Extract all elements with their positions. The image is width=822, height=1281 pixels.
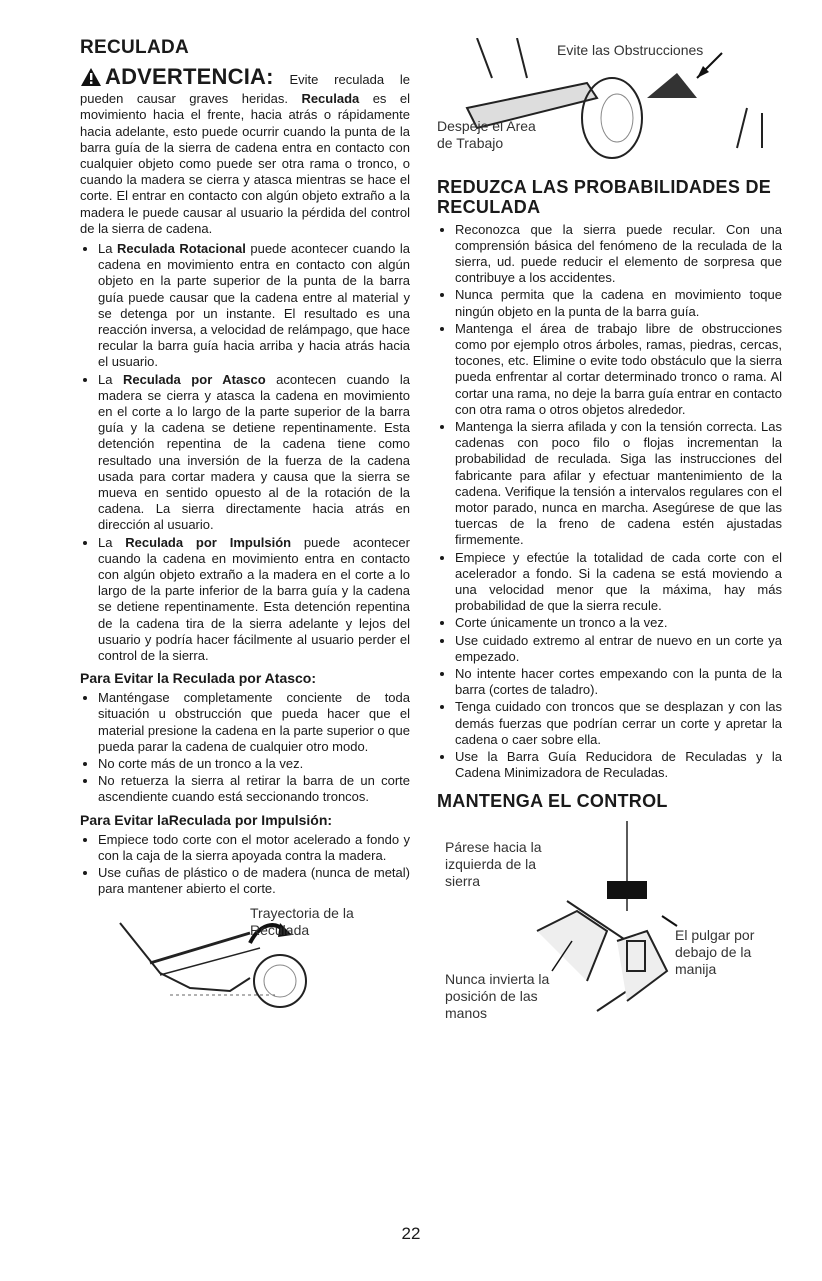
atasco-list [80, 690, 410, 805]
fig-label-pulgar: El pulgar por debajo de la manija [675, 927, 755, 978]
list-item: • Mantenga la sierra afilada y con la tensión correcta. Las cadenas con poco filo o flojas incrementan la probabilidad de reculada. Siga las instrucciones del fabricante para afilar y efectuar mantenimiento de la cadena. Verifique la tensión a intervalos regulares con el motor parado, nunca en marcha. Asegúrese de que las tuercas de la freno de cadena estén ajustadas firmemente. [455, 419, 782, 549]
warning-paragraph [80, 63, 410, 237]
list-item: • Tenga cuidado con troncos que se desplazan y con las demás fuerzas que podrían cerrar un corte y apretar la cadena o caer sobre ella. [455, 699, 782, 748]
heading-evitar-atasco: Para Evitar la Reculada por Atasco: [80, 670, 317, 687]
warning-rest: es el movimiento hacia el frente, hacia atrás o rápidamente hacia adelante, esto puede ocurrir cuando la punta de la barra guía de la sierra de cadena entra en contacto con cualquier objeto como puede ser otra rama o tronco, o cuando la madera se cierra y atasca mientras se hace el corte. El entrar en contacto con algún objeto extraño a la madera le puede causar al usuario la pérdida del control de la sierra de cadena. [80, 91, 410, 236]
warning-bold: Reculada [301, 91, 360, 107]
heading-control: MANTENGA EL CONTROL [437, 790, 668, 811]
section-title-reculada: RECULADA [80, 37, 190, 58]
list-item: • Reconozca que la sierra puede recular. Con una comprensión básica del fenómeno de la reculada de la sierra, ud. puede reducir el elemento de sorpresa que contribuye a los accidentes. [455, 222, 782, 287]
fig-label-despeje: Despeje el Area de Trabajo [437, 118, 536, 151]
right-column [437, 38, 782, 1021]
kickback-types-list [80, 241, 410, 664]
list-item: • No corte más de un tronco a la vez. [98, 756, 410, 772]
kickback-path-figure [80, 903, 410, 1013]
warning-word: ADVERTENCIA: [105, 63, 274, 89]
list-item: • Nunca permita que la cadena en movimiento toque ningún objeto en la punta de la barra guía. [455, 287, 782, 319]
list-item: • Use cuidado extremo al entrar de nuevo en un corte ya empezado. [455, 633, 782, 665]
fig-label-parese: Párese hacia la izquierda de la sierra [445, 839, 542, 890]
list-item: • Empiece todo corte con el motor acelerado a fondo y con la caja de la sierra apoyada contra la madera. [98, 832, 410, 864]
list-item: • Empiece y efectúe la totalidad de cada corte con el acelerador a fondo. Si la cadena se está moviendo a una velocidad menor que la máxima, hay más probabilidad de que la sierra recule. [455, 550, 782, 615]
page-number: 22 [401, 1224, 421, 1243]
list-item: • Corte únicamente un tronco a la vez. [455, 615, 782, 631]
impulsion-list [80, 832, 410, 898]
fig-label-trayectoria: Trayectoria de la Reculada [250, 905, 354, 939]
list-item: • No retuerza la sierra al retirar la barra de un corte ascendiente cuando está seccionando troncos. [98, 773, 410, 805]
heading-reduzca: REDUZCA LAS PROBABILIDADES DE RECULADA [437, 177, 772, 217]
kickback-type-item: • La Reculada por Impulsión puede acontecer cuando la cadena en movimiento entra en contacto con algún objeto extraño a la madera en el corte a lo largo de la parte inferior de la barra guía y la cadena se detiene repentinamente. Esta detención repentina de la cadena tira de la sierra adelante y lejos del usuario y podría hacer fácilmente al usuario perder el control de la sierra. [98, 535, 410, 665]
list-item: • Use la Barra Guía Reducidora de Reculadas y la Cadena Minimizadora de Reculadas. [455, 749, 782, 781]
obstructions-figure [437, 38, 782, 166]
fig-label-obstrucciones: Evite las Obstrucciones [557, 42, 704, 58]
left-column [80, 38, 410, 1013]
list-item: • Use cuñas de plástico o de madera (nunca de metal) para mantener abierto el corte. [98, 865, 410, 897]
kickback-type-item: • La Reculada por Atasco acontecen cuando la madera se cierra y atasca la cadena en movimiento en el corte a lo largo de la parte superior de la barra guía y la cadena se detiene repentinamente. Esta detención repentina de la cadena tiene como resultado una inversión de la fuerza de la cadena usada para cortar madera y causa que la sierra se mueva en sentido opuesto al de la rotación de la cadena. La sierra directamente hacia atrás en dirección al usuario. [98, 372, 410, 534]
list-item: • Mantenga el área de trabajo libre de obstrucciones como por ejemplo otros árboles, ramas, piedras, cercas, tocones, etc. Elimine o evite todo obstáculo que la sierra pueda enfrentar al cortar determinado tronco o rama. Al cortar una rama, no deje la barra guía entrar en contacto con otra rama o otros objetos alrededor. [455, 321, 782, 418]
reduzca-list [437, 222, 782, 782]
heading-evitar-impulsion: Para Evitar laReculada por Impulsión: [80, 811, 333, 828]
warning-icon [80, 67, 102, 91]
fig-label-nunca: Nunca invierta la posición de las manos [445, 971, 550, 1022]
control-figure [437, 821, 782, 1021]
list-item: • Manténgase completamente conciente de toda situación u obstrucción que pueda hacer que el material presione la cadena en la parte superior o que pueda parar la cadena de cualquier otro modo. [98, 690, 410, 755]
kickback-type-item: • La Reculada Rotacional puede acontecer cuando la cadena en movimiento entra en contacto con algún objeto en la parte superior de la punta de la barra guía puede causar que la cadena entre al material y se detenga por un instante. El resultado es una reacción inversa, a velocidad de relámpago, que hace recular la barra guía hacia arriba y hacia atrás hacia el usuario. [98, 241, 410, 371]
list-item: • No intente hacer cortes empexando con la punta de la barra (cortes de taladro). [455, 666, 782, 698]
warning-lead: Evite reculada le pueden causar graves heridas. [80, 71, 410, 107]
